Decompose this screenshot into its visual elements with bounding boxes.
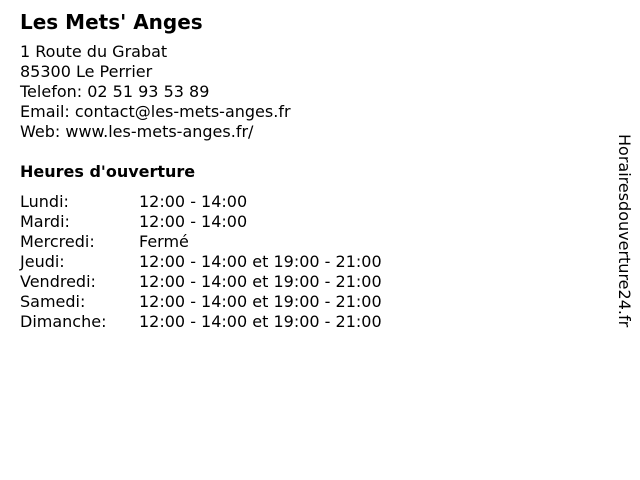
day-label: Mercredi: xyxy=(20,232,95,251)
email-line: Email: contact@les-mets-anges.fr xyxy=(20,102,291,121)
hours-row-monday xyxy=(20,192,382,212)
hours-row-friday xyxy=(20,272,382,292)
day-label: Dimanche: xyxy=(20,312,107,331)
opening-hours-table xyxy=(20,192,382,332)
street-address: 1 Route du Grabat xyxy=(20,42,168,61)
day-hours: 12:00 - 14:00 xyxy=(139,212,248,231)
hours-row-wednesday xyxy=(20,232,382,252)
day-label: Lundi: xyxy=(20,192,69,211)
phone-line: Telefon: 02 51 93 53 89 xyxy=(20,82,210,101)
opening-hours-heading: Heures d'ouverture xyxy=(20,162,196,181)
day-label: Samedi: xyxy=(20,292,86,311)
day-label: Vendredi: xyxy=(20,272,96,291)
day-hours: 12:00 - 14:00 et 19:00 - 21:00 xyxy=(139,272,382,291)
business-card xyxy=(20,10,600,332)
site-watermark: Horairesdouverture24.fr xyxy=(615,134,634,328)
day-hours: Fermé xyxy=(139,232,189,251)
day-hours: 12:00 - 14:00 et 19:00 - 21:00 xyxy=(139,312,382,331)
hours-row-thursday xyxy=(20,252,382,272)
day-hours: 12:00 - 14:00 et 19:00 - 21:00 xyxy=(139,252,382,271)
day-label: Mardi: xyxy=(20,212,70,231)
hours-row-saturday xyxy=(20,292,382,312)
hours-row-sunday xyxy=(20,312,382,332)
day-label: Jeudi: xyxy=(20,252,65,271)
business-name: Les Mets' Anges xyxy=(20,10,203,34)
day-hours: 12:00 - 14:00 et 19:00 - 21:00 xyxy=(139,292,382,311)
hours-row-tuesday xyxy=(20,212,382,232)
day-hours: 12:00 - 14:00 xyxy=(139,192,248,211)
city-postal: 85300 Le Perrier xyxy=(20,62,153,81)
website-line: Web: www.les-mets-anges.fr/ xyxy=(20,122,254,141)
